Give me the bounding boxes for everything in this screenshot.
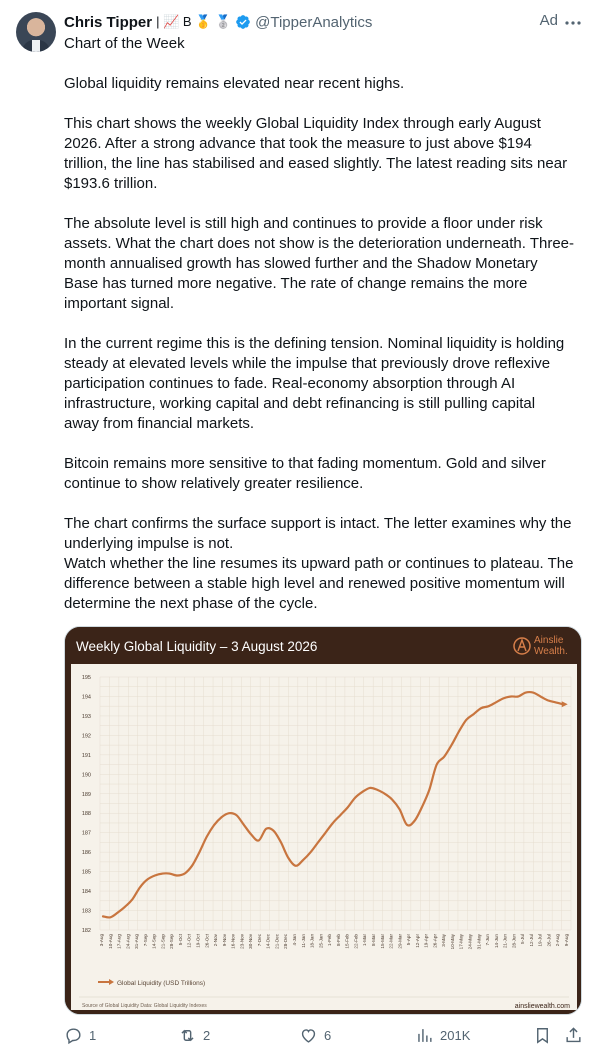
share-icon [564,1026,583,1045]
data-point [154,875,155,876]
y-tick-label: 184 [81,889,91,896]
x-tick-label: 19-Jul [537,934,543,947]
x-tick-label: 19-Apr [423,934,429,948]
data-point [191,865,192,866]
data-point [325,832,326,833]
data-point [518,696,519,697]
data-point [451,745,452,746]
data-point [377,789,378,790]
x-tick-label: 18-Jan [309,934,315,949]
x-tick-label: 19-Oct [195,934,201,948]
data-point [266,828,267,829]
data-point [555,702,556,703]
chart-source: Source of Global Liquidity Data: Global Liquidity Indexes [82,1003,207,1009]
x-tick-label: 25-Jan [318,934,324,949]
x-tick-label: 3-Aug [99,934,104,947]
data-point [102,916,103,917]
data-point [340,815,341,816]
data-point [177,875,178,876]
post-paragraph: The absolute level is still high and continues to provide a floor under risk assets. What the chart does not show is the deterioration underneath. Three-month annualised growth has slowed further and the Shadow Monetary Base has turned more negative. The rate of change remains the more important signal. [64,215,575,312]
data-point [258,840,259,841]
data-point [355,797,356,798]
x-tick-label: 22-Mar [388,934,394,949]
x-tick-label: 5-Apr [406,934,412,946]
data-point [199,852,200,853]
data-point [132,898,133,899]
brand-name-line1: Ainslie [534,635,564,646]
chart-image-card[interactable] [64,626,582,1015]
data-point [317,842,318,843]
x-tick-label: 12-Jul [528,934,534,947]
x-tick-label: 23-Nov [239,934,245,949]
data-point [369,787,370,788]
data-point [147,879,148,880]
x-tick-label: 1-Mar [362,934,368,946]
views-button[interactable] [415,1026,470,1045]
data-point [362,791,363,792]
data-point [117,912,118,913]
bookmark-icon [533,1026,552,1045]
bookmark-button[interactable] [533,1026,558,1045]
x-tick-label: 28-Dec [283,934,289,949]
x-tick-label: 31-May [476,934,482,950]
x-tick-label: 16-Nov [230,934,236,949]
data-point [399,809,400,810]
post-actions [64,1026,582,1048]
repost-button[interactable] [178,1026,210,1045]
x-tick-label: 12-Oct [186,934,192,948]
data-point [184,873,185,874]
post-paragraph: Bitcoin remains more sensitive to that fading momentum. Gold and silver continue to show relatively greater resilience. [64,455,546,492]
y-tick-label: 191 [81,752,91,759]
data-point [169,873,170,874]
x-tick-label: 4-Jan [292,934,298,946]
data-point [243,824,244,825]
x-tick-label: 14-Dec [265,934,271,949]
data-point [221,817,222,818]
x-tick-label: 7-Sep [142,934,148,947]
y-tick-label: 193 [81,713,91,720]
data-point [214,824,215,825]
liquidity-chart [65,627,582,1015]
x-tick-label: 3-May [441,934,447,947]
x-tick-label: 26-Apr [432,934,438,948]
data-point [140,887,141,888]
data-point [406,824,407,825]
x-tick-label: 8-Feb [335,934,341,947]
data-point [510,696,511,697]
data-point [458,731,459,732]
x-tick-label: 9-Nov [221,934,227,947]
views-count: 201K [440,1028,471,1043]
data-point [414,820,415,821]
x-tick-label: 10-May [449,934,455,950]
x-tick-label: 14-Sep [151,934,157,949]
post-header [64,12,582,32]
data-point [162,873,163,874]
author-handle[interactable]: @TipperAnalytics [255,13,373,31]
data-point [533,692,534,693]
post-paragraph: This chart shows the weekly Global Liquidity Index through early August 2026. After a strong advance that took the measure to just above $194 trillion, the line has stabilised and eased slightly. The latest reading sits near $193.6 trillion. [64,115,568,192]
data-point [481,708,482,709]
y-tick-label: 194 [81,694,91,701]
x-tick-label: 29-Mar [397,934,403,949]
data-point [392,799,393,800]
reply-button[interactable] [64,1026,96,1045]
data-point [229,813,230,814]
share-button[interactable] [564,1026,589,1045]
y-tick-label: 188 [81,811,91,818]
heart-icon [299,1026,318,1045]
brand-name-line2: Wealth. [534,646,568,657]
x-tick-label: 26-Oct [204,934,210,948]
x-tick-label: 24-Aug [125,934,131,949]
x-tick-label: 17-May [458,934,464,950]
y-tick-label: 195 [81,675,91,681]
author-name[interactable]: Chris Tipper [64,13,153,31]
data-point [273,830,274,831]
y-tick-label: 185 [81,869,91,876]
y-tick-label: 187 [81,830,91,837]
data-point [473,713,474,714]
like-count: 6 [324,1028,332,1043]
data-point [466,719,467,720]
x-tick-label: 11-Jan [300,934,306,948]
x-tick-label: 10-Aug [107,934,113,949]
x-tick-label: 1-Feb [327,934,333,947]
data-point [236,815,237,816]
data-point [436,764,437,765]
more-options-icon[interactable] [564,14,582,32]
analytics-icon [415,1026,434,1045]
reply-count: 1 [89,1028,97,1043]
x-tick-label: 5-Oct [177,934,183,946]
data-point [384,793,385,794]
legend-label: Global Liquidity (USD Trillions) [117,980,206,987]
x-tick-label: 15-Feb [344,934,350,949]
data-point [540,696,541,697]
x-tick-label: 7-Dec [256,934,262,947]
data-point [347,807,348,808]
avatar-collar [32,40,40,52]
x-tick-label: 22-Feb [353,934,359,949]
data-point [421,807,422,808]
post-paragraph: In the current regime this is the defining tension. Nominal liquidity is holding steady at elevated levels while the impulse that previously drove reflexive participation continues to fade. Real-economy absorption through AI infrastructure, working capital and debt refinancing is still pulling capital away from financial markets. [64,335,565,432]
y-tick-label: 183 [81,908,91,915]
chart-title: Weekly Global Liquidity – 3 August 2026 [76,639,318,654]
repost-icon [178,1026,197,1045]
data-point [488,706,489,707]
data-point [288,857,289,858]
data-point [547,700,548,701]
y-tick-label: 186 [81,850,91,857]
x-tick-label: 12-Apr [414,934,420,948]
x-tick-label: 14-Jun [493,934,499,949]
x-tick-label: 8-Mar [370,934,376,946]
x-tick-label: 2-Nov [213,934,219,947]
data-point [303,859,304,860]
y-tick-label: 182 [81,928,91,934]
x-tick-label: 21-Jun [502,934,508,949]
y-tick-label: 190 [81,772,91,779]
data-point [429,789,430,790]
data-point [295,865,296,866]
x-tick-label: 28-Jun [511,934,517,949]
verified-icon [235,14,251,30]
data-point [444,756,445,757]
x-tick-label: 17-Aug [116,934,122,949]
author-badges: | 📈 B 🥇 🥈 [156,14,232,29]
x-tick-label: 21-Sep [160,934,166,949]
x-tick-label: 31-Aug [134,934,140,949]
data-point [503,698,504,699]
data-point [310,852,311,853]
repost-count: 2 [203,1028,211,1043]
x-tick-label: 2-Aug [555,934,561,947]
chart-website[interactable]: ainsliewealth.com [514,1003,570,1010]
data-point [332,822,333,823]
data-point [280,842,281,843]
like-button[interactable] [299,1026,331,1045]
x-tick-label: 15-Mar [379,934,385,949]
data-point [525,692,526,693]
post-paragraph: Global liquidity remains elevated near recent highs. [64,75,405,92]
post-subheading: Chart of the Week [64,35,185,52]
x-tick-label: 30-Nov [248,934,254,949]
data-point [495,702,496,703]
post-paragraph: The chart confirms the surface support is intact. The letter examines why the underlying impulse is not. Watch whether the line resumes its upward path or continues to plateau. The difference between a stable high level and renewed positive momentum will determine the next phase of the cycle. [64,515,574,612]
data-point [206,836,207,837]
x-tick-label: 28-Sep [169,934,175,949]
reply-icon [64,1026,83,1045]
x-tick-label: 9-Aug [564,934,569,947]
data-point [251,834,252,835]
ad-label: Ad [539,12,558,29]
x-tick-label: 24-May [467,934,473,950]
x-tick-label: 5-Jul [520,934,526,944]
data-point [110,917,111,918]
avatar[interactable] [16,12,56,52]
post-body [64,74,574,634]
x-tick-label: 26-Jul [546,934,552,947]
y-tick-label: 192 [81,733,91,740]
y-tick-label: 189 [81,791,91,798]
x-tick-label: 7-Jun [485,934,491,946]
data-point [125,906,126,907]
x-tick-label: 21-Dec [274,934,280,949]
